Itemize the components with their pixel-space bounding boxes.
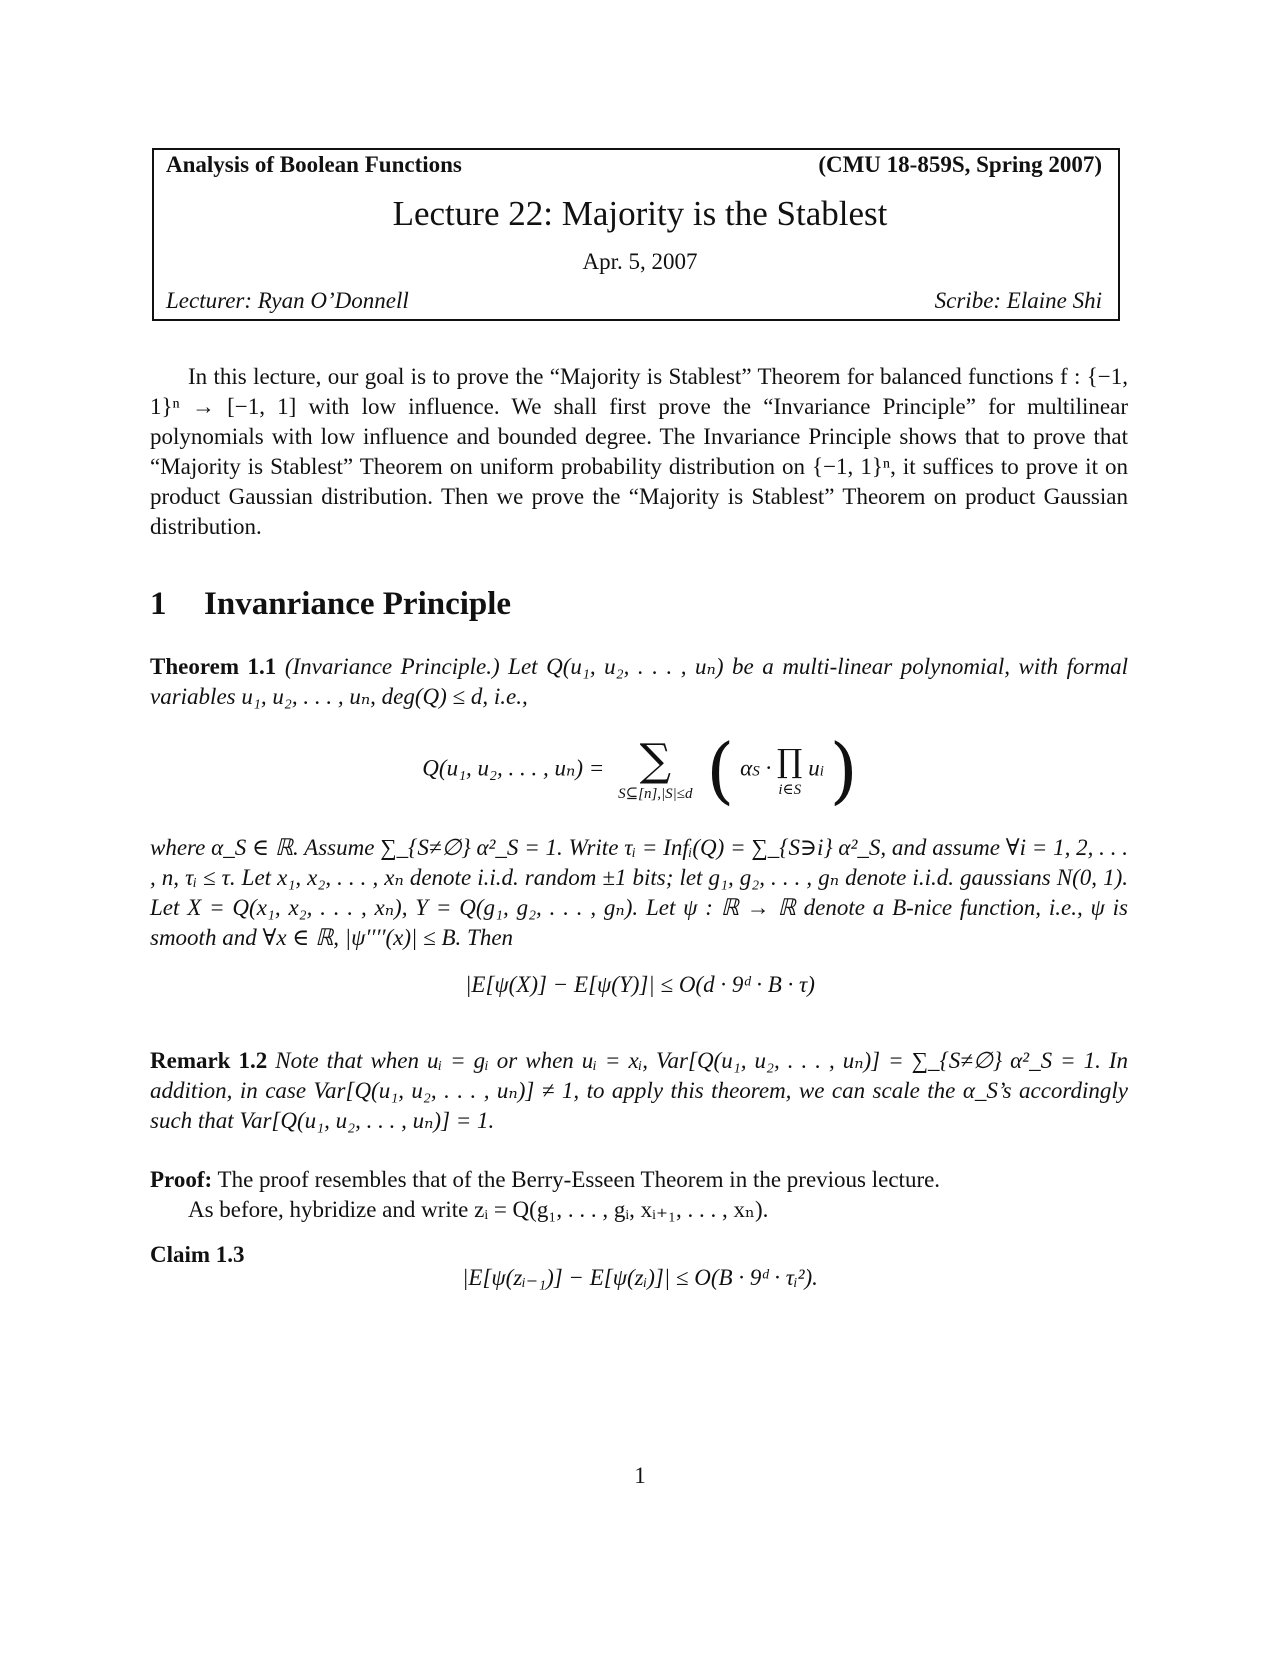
lecture-date: Apr. 5, 2007 — [582, 249, 698, 274]
claim-bound: |E[ψ(zᵢ₋₁)] − E[ψ(zᵢ)]| ≤ O(B · 9ᵈ · τᵢ²). — [462, 1265, 818, 1290]
alpha-term: α — [740, 755, 753, 781]
proof-label: Proof: — [150, 1167, 213, 1192]
product-dot: · — [765, 755, 772, 781]
remark-label: Remark 1.2 — [150, 1048, 268, 1073]
theorem-statement — [150, 652, 1128, 712]
remark — [150, 1046, 1128, 1136]
page-number: 1 — [634, 1463, 646, 1488]
theorem-bound: |E[ψ(X)] − E[ψ(Y)]| ≤ O(d · 9ᵈ · B · τ) — [465, 972, 815, 997]
lecturer: Lecturer: Ryan O’Donnell — [166, 288, 409, 313]
equation-lhs: Q(u₁, u₂, . . . , uₙ) = — [422, 755, 605, 781]
sum-operator: ∑ S⊆[n],|S|≤d — [618, 734, 693, 802]
course-term: (CMU 18-859S, Spring 2007) — [818, 152, 1102, 177]
lecture-title: Lecture 22: Majority is the Stablest — [392, 194, 888, 233]
intro-paragraph: In this lecture, our goal is to prove the “Majority is Stablest” Theorem for balanced functions f : {−1, 1}ⁿ → [−1, 1] with low influence. We shall first prove the “Invariance Principle” for multilinear polynomials with low influence and bounded degree. The Invariance Principle shows that to prove that “Majority is Stablest” Theorem on uniform probability distribution on {−1, 1}ⁿ, it suffices to prove it on product Gaussian distribution. Then we prove the “Majority is Stablest” Theorem on product Gaussian distribution. — [150, 364, 1128, 539]
remark-body: Note that when uᵢ = gᵢ or when uᵢ = xᵢ, Var[Q(u₁, u₂, . . . , uₙ)] = ∑_{S≠∅} α²_S = 1. In addition, in case Var[Q(u₁, u₂, . . . , uₙ)] ≠ 1, to apply this theorem, we can scale the α_S’s accordingly such that Var[Q(u₁, u₂, . . . , uₙ)] = 1. — [150, 1048, 1128, 1133]
section-title: Invanriance Principle — [204, 586, 512, 622]
theorem-body: where α_S ∈ ℝ. Assume ∑_{S≠∅} α²_S = 1. Write τᵢ = Infᵢ(Q) = ∑_{S∋i} α²_S, and assume ∀i = 1, 2, . . . , n, τᵢ ≤ τ. Let x₁, x₂, . . . , xₙ denote i.i.d. random ±1 bits; let g₁, g₂, . . . , gₙ denote i.i.d. gaussians N(0, 1). Let X = Q(x₁, x₂, . . . , xₙ), Y = Q(g₁, g₂, . . . , gₙ). Let ψ : ℝ → ℝ denote a B-nice function, i.e., ψ is smooth and ∀x ∈ ℝ, |ψ′′′′(x)| ≤ B. Then — [150, 835, 1128, 950]
theorem-label: Theorem 1.1 — [150, 654, 277, 679]
product-subscript: i∈S — [778, 781, 802, 798]
course-name: Analysis of Boolean Functions — [166, 152, 462, 177]
theorem-equation: Q(u₁, u₂, . . . , uₙ) = ∑ S⊆[n],|S|≤d ( αS · ∏ i∈S ui ) — [422, 728, 858, 812]
alpha-subscript: S — [752, 763, 760, 780]
product-term-subscript: i — [819, 763, 824, 780]
theorem-intro: (Invariance Principle.) Let Q(u₁, u₂, . . . , uₙ) be a multi-linear polynomial, with formal variables u₁, u₂, . . . , uₙ, deg(Q) ≤ d, i.e., — [150, 654, 1128, 709]
section-number: 1 — [150, 586, 167, 622]
product-term: u — [808, 755, 820, 781]
sum-subscript: S⊆[n],|S|≤d — [618, 785, 693, 802]
claim-label: Claim 1.3 — [150, 1242, 245, 1267]
proof — [150, 1165, 1128, 1225]
scribe: Scribe: Elaine Shi — [934, 288, 1102, 313]
proof-line-1: The proof resembles that of the Berry-Esseen Theorem in the previous lecture. — [217, 1167, 941, 1192]
section-heading — [150, 586, 511, 623]
proof-line-2: As before, hybridize and write zᵢ = Q(g₁, . . . , gᵢ, xᵢ₊₁, . . . , xₙ). — [188, 1197, 769, 1222]
product-operator: ∏ i∈S — [776, 741, 803, 798]
